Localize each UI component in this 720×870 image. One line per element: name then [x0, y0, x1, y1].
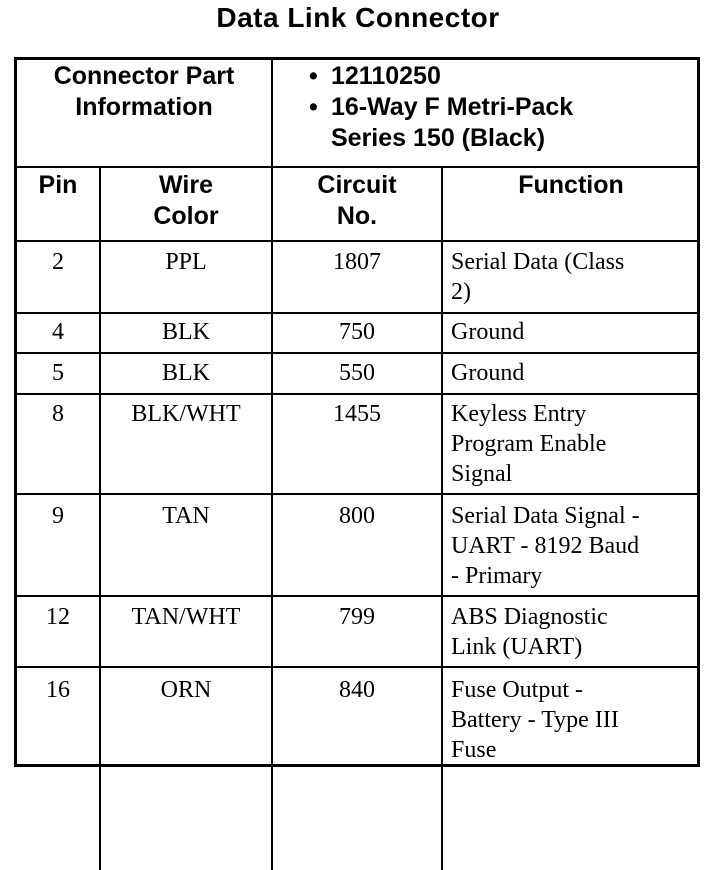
- header-text: Circuit: [317, 171, 397, 199]
- connector-info-label-line: Connector Part: [53, 62, 235, 90]
- connector-table: [14, 57, 700, 767]
- header-text: Pin: [38, 171, 78, 199]
- function-line: Fuse: [451, 737, 497, 763]
- connector-info-label-line: Information: [75, 93, 213, 121]
- cell-function: [451, 358, 697, 388]
- function-line: ABS Diagnostic: [451, 604, 608, 630]
- function-line: Program Enable: [451, 431, 607, 457]
- table-divider: [271, 60, 273, 166]
- cell-wire-color: BLK/WHT: [131, 401, 241, 427]
- cell-pin: 12: [46, 604, 70, 630]
- cell-circuit: 750: [339, 319, 375, 345]
- function-line: Ground: [451, 360, 525, 386]
- cell-pin: 9: [52, 503, 64, 529]
- header-text: No.: [336, 202, 378, 230]
- header-text: Function: [518, 171, 624, 199]
- cell-function: [451, 247, 697, 307]
- cell-circuit: 840: [339, 677, 375, 703]
- function-line: Serial Data Signal -: [451, 503, 640, 529]
- cell-function: [451, 501, 697, 591]
- connector-description: [309, 92, 699, 123]
- cell-pin: 16: [46, 677, 70, 703]
- connector-part-number: [309, 61, 699, 92]
- cell-function: [451, 317, 697, 347]
- function-line: Battery - Type III: [451, 707, 619, 733]
- cell-circuit: 800: [339, 503, 375, 529]
- cell-wire-color: TAN: [162, 503, 210, 529]
- table-divider: [17, 166, 697, 168]
- table-divider: [441, 166, 443, 870]
- cell-circuit: 799: [339, 604, 375, 630]
- connector-info-label: [17, 60, 271, 123]
- cell-wire-color: BLK: [162, 360, 210, 386]
- cell-pin: 2: [52, 249, 64, 275]
- bullet-icon: •: [309, 93, 318, 121]
- description-text: 16-Way F Metri-Pack: [331, 93, 574, 121]
- part-number-text: 12110250: [331, 62, 441, 90]
- table-divider: [17, 493, 697, 495]
- cell-pin: 8: [52, 401, 64, 427]
- function-line: Fuse Output -: [451, 677, 583, 703]
- cell-function: [451, 399, 697, 489]
- cell-wire-color: PPL: [165, 249, 207, 275]
- page-title: Data Link Connector: [216, 2, 500, 33]
- table-divider: [17, 393, 697, 395]
- cell-circuit: 1455: [333, 401, 381, 427]
- function-line: - Primary: [451, 563, 543, 589]
- header-text: Color: [153, 202, 219, 230]
- cell-wire-color: BLK: [162, 319, 210, 345]
- function-line: Serial Data (Class: [451, 249, 625, 275]
- bullet-icon: •: [309, 62, 318, 90]
- column-header-wire-color: [101, 170, 271, 232]
- connector-description-cont: Series 150 (Black): [331, 124, 546, 152]
- header-text: Wire: [159, 171, 213, 199]
- table-divider: [17, 352, 697, 354]
- cell-function: [451, 602, 697, 662]
- column-header-function: [443, 170, 699, 201]
- cell-circuit: 550: [339, 360, 375, 386]
- function-line: 2): [451, 279, 471, 305]
- table-divider: [17, 666, 697, 668]
- table-divider: [17, 312, 697, 314]
- table-divider: [17, 595, 697, 597]
- function-line: Link (UART): [451, 634, 583, 660]
- cell-wire-color: ORN: [160, 677, 212, 703]
- cell-pin: 4: [52, 319, 64, 345]
- cell-pin: 5: [52, 360, 64, 386]
- cell-wire-color: TAN/WHT: [131, 604, 241, 630]
- column-header-circuit: [273, 170, 441, 232]
- table-divider: [17, 240, 697, 242]
- cell-function: [451, 675, 697, 765]
- cell-circuit: 1807: [333, 249, 381, 275]
- function-line: Signal: [451, 461, 513, 487]
- column-header-pin: [17, 170, 99, 201]
- function-line: UART - 8192 Baud: [451, 533, 640, 559]
- connector-info-value: [309, 61, 699, 154]
- function-line: Ground: [451, 319, 525, 345]
- function-line: Keyless Entry: [451, 401, 587, 427]
